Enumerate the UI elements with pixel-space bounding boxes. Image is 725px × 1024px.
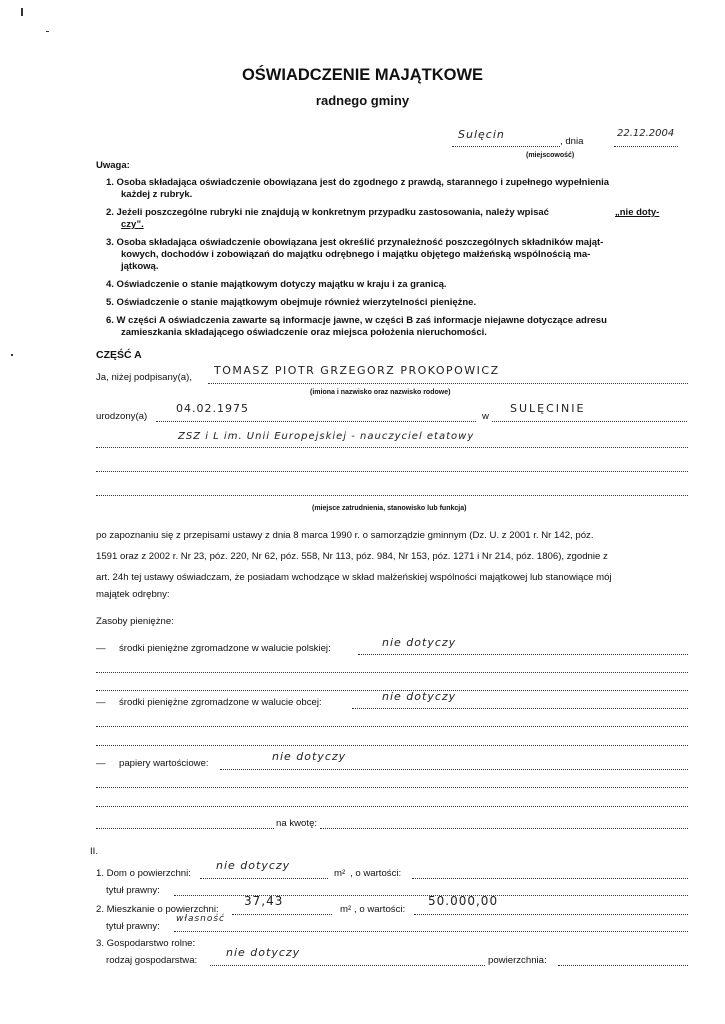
notes-heading: Uwaga: [96,160,130,171]
employment-value: ZSZ i L im. Unii Europejskiej - nauczyciel etatowy [178,431,475,442]
note-item: 2. Jeżeli poszczególne rubryki nie znajdują w konkretnym przypadku zastosowania, należy wpisać [106,207,549,218]
foreign-label: środki pieniężne zgromadzone w walucie obcej: [119,697,322,708]
note-item: 3. Osoba składająca oświadczenie obowiązana jest określić przynależność poszczególnych składników mająt- [106,237,604,248]
house-unit: m² [334,868,346,879]
date-value: 22.12.2004 [617,128,675,139]
farm-type-label: rodzaj gospodarstwa: [106,955,198,966]
place-caption: (miejscowość) [526,152,575,159]
securities-label: papiery wartościowe: [119,758,209,769]
birth-place-dots [492,421,687,422]
flat-value-dots [414,914,688,915]
amount-dots [320,828,688,829]
note-item: 5. Oświadczenie o stanie majątkowym obejmuje również wierzytelności pieniężne. [106,297,477,308]
house-title-label: tytuł prawny: [106,885,160,896]
statement-line: majątek odrębny: [96,589,170,600]
note-item: zamieszkania składającego oświadczenie oraz miejsca położenia nieruchomości. [121,327,487,338]
name-caption: (imiona i nazwisko oraz nazwisko rodowe) [310,389,451,396]
farm-type-dots [210,965,485,966]
note-item: czy”. [121,219,144,230]
house-value: nie dotyczy [216,859,291,872]
declarant-dots [208,383,688,384]
flat-area: 37,43 [244,894,284,908]
securities-dots-2 [96,787,688,788]
dash: — [96,697,106,708]
pln-dots [358,654,688,655]
flat-title-label: tytuł prawny: [106,921,160,932]
dash: — [96,758,106,769]
flat-title-dots [174,931,688,932]
house-value-dots [412,878,688,879]
declarant-name: TOMASZ PIOTR GRZEGORZ PROKOPOWICZ [214,364,500,377]
born-in-label: w [482,411,489,422]
note-item: 4. Oświadczenie o stanie majątkowym dotyczy majątku w kraju i za granicą. [106,279,447,290]
born-label: urodzony(a) [96,411,148,422]
pln-value: nie dotyczy [382,636,457,649]
note-item: jątkową. [121,261,159,272]
birth-place: SULĘCINIE [510,402,586,415]
foreign-value: nie dotyczy [382,690,457,703]
note-item: każdej z rubryk. [121,189,193,200]
scan-mark [11,354,13,356]
money-heading: Zasoby pieniężne: [96,616,174,627]
securities-dots [220,769,688,770]
note-item: 1. Osoba składająca oświadczenie obowiązana jest do zgodnego z prawdą, starannego i zupełnego wypełnienia [106,177,610,188]
employment-dots-3 [96,495,688,496]
flat-value: 50.000,00 [428,894,499,908]
place-dots [452,146,560,147]
scan-mark [21,8,23,16]
dash: — [96,643,106,654]
amount-label: na kwotę: [276,818,318,829]
note-item: 6. W części A oświadczenia zawarte są informacje jawne, w części B zaś informacje niejawne dotyczące adresu [106,315,607,326]
part-a-heading: CZĘŚĆ A [96,349,142,361]
farm-type-value: nie dotyczy [226,946,301,959]
declarant-label: Ja, niżej podpisany(a), [96,372,192,383]
foreign-dots-2 [96,726,688,727]
house-value-label: , o wartości: [350,868,402,879]
flat-unit: m² [340,904,352,915]
note-item: „nie doty- [615,207,660,218]
statement-line: po zapoznaniu się z przepisami ustawy z dnia 8 marca 1990 r. o samorządzie gminnym (Dz. U. z 2001 r. Nr 142, póz. [96,530,594,541]
flat-title: własność [176,914,225,924]
amount-dots-left [96,828,274,829]
securities-value: nie dotyczy [272,750,347,763]
farm-area-dots [558,965,688,966]
farm-label: 3. Gospodarstwo rolne: [96,938,196,949]
document-title: OŚWIADCZENIE MAJĄTKOWE [241,66,484,84]
employment-dots-1 [96,447,688,448]
document-subtitle: radnego gminy [315,93,410,108]
date-dots [614,146,678,147]
house-area-dots [200,878,328,879]
flat-label: 2. Mieszkanie o powierzchni: [96,904,219,915]
place-value: Sulęcin [458,128,505,141]
employment-caption: (miejsce zatrudnienia, stanowisko lub funkcja) [312,505,467,512]
employment-dots-2 [96,471,688,472]
birth-date-dots [156,421,476,422]
date-label: , dnia [560,136,584,147]
pln-dots-2 [96,672,688,673]
section-2-heading: II. [90,846,98,857]
pln-label: środki pieniężne zgromadzone w walucie polskiej: [119,643,331,654]
flat-value-label: , o wartości: [354,904,406,915]
farm-area-label: powierzchnia: [488,955,547,966]
note-item: kowych, dochodów i zobowiązań do majątku odrębnego i majątku objętego małżeńską wspólnością ma- [121,249,591,260]
birth-date: 04.02.1975 [176,402,249,415]
foreign-dots [352,708,688,709]
scan-mark [46,31,49,32]
house-label: 1. Dom o powierzchni: [96,868,191,879]
statement-line: art. 24h tej ustawy oświadczam, że posiadam wchodzące w skład małżeńskiej wspólności majątkowej lub stanowiące mój [96,572,612,583]
securities-dots-3 [96,806,688,807]
statement-line: 1591 oraz z 2002 r. Nr 23, póz. 220, Nr 62, póz. 558, Nr 113, póz. 984, Nr 153, póz. 1271 i Nr 214, póz. 1806), zgodnie z [96,551,608,562]
flat-area-dots [232,914,332,915]
foreign-dots-3 [96,745,688,746]
